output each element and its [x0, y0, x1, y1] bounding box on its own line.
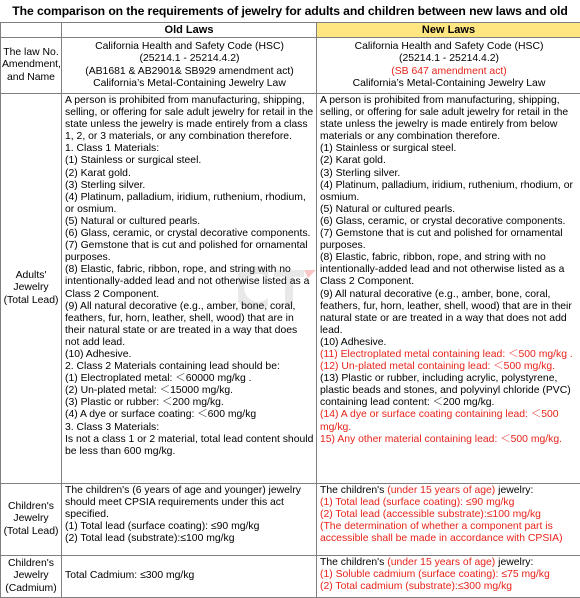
text-line: (1) Total lead (surface coating): ≤90 mg/kg — [320, 497, 578, 509]
text-line: (2) Karat gold. — [320, 155, 578, 167]
text-line: (9) All natural decorative (e.g., amber, bone, coral, feathers, fur, horn, leather, shell, wood) that are in their natural state or are treated in a way that does not add lead. — [65, 301, 314, 349]
text-line: (2) Total lead (accessible substrate):≤100 mg/kg — [320, 509, 578, 521]
text-line: (1) Stainless or surgical steel. — [320, 143, 578, 155]
text-segment: The children's — [320, 557, 387, 568]
text-line: (12) Un-plated metal containing lead: ＜500 mg/kg. — [320, 361, 578, 373]
header-corner — [1, 23, 62, 38]
cell-adult-old — [62, 94, 317, 484]
text-line: (2) Karat gold. — [65, 168, 314, 180]
text-line: (2) Total cadmium (substrate):≤300 mg/kg — [320, 581, 578, 593]
text-line: (The determination of whether a component part is accessible shall be made in accordance with CPSIA) — [320, 521, 578, 545]
text-line: (11) Electroplated metal containing lead: ＜500 mg/kg . — [320, 349, 578, 361]
header-new-laws: New Laws — [317, 23, 580, 38]
text-segment: The children's — [320, 485, 387, 496]
text-line: (14) A dye or surface coating containing lead: ＜500 mg/kg. — [320, 409, 578, 433]
row-label-law: The law No. Amendment, and Name — [1, 38, 62, 94]
text-line: (3) Plastic or rubber: ＜200 mg/kg. — [65, 397, 314, 409]
text-line: (9) All natural decorative (e.g., amber, bone, coral, feathers, fur, horn, leather, shell, wood) that are in their natural state or are treated in a way that does not add lead. — [320, 289, 578, 337]
text-line: (6) Glass, ceramic, or crystal decorative components. — [320, 216, 578, 228]
text-segment: jewelry: — [495, 557, 533, 568]
row-child-lead — [1, 484, 580, 556]
text-line: (8) Elastic, fabric, ribbon, rope, and string with no intentionally-added lead and not otherwise listed as a Class 2 Component. — [65, 264, 314, 300]
text-line: (6) Glass, ceramic, or crystal decorative components. — [65, 228, 314, 240]
text-line: (4) Platinum, palladium, iridium, ruthenium, rhodium, or osmium. — [320, 180, 578, 204]
cell-child-cadmium-new — [317, 556, 580, 598]
text-line: A person is prohibited from manufacturing, shipping, selling, or offering for sale adult jewelry for retail in the state unless the jewelry is made entirely from below materials or any combination therefore. — [320, 95, 578, 143]
text-line: (8) Elastic, fabric, ribbon, rope, and string with no intentionally-added lead and not otherwise listed as a Class 2 Component. — [320, 252, 578, 288]
text-line: (1) Stainless or surgical steel. — [65, 155, 314, 167]
text-line: 15) Any other material containing lead: ＜500 mg/kg. — [320, 434, 578, 446]
text-line: (7) Gemstone that is cut and polished for ornamental purposes. — [65, 240, 314, 264]
text-line: (AB1681 & AB2901& SB929 amendment act) — [65, 66, 314, 78]
cell-child-lead-old — [62, 484, 317, 556]
cell-law-old — [62, 38, 317, 94]
text-line: (10) Adhesive. — [65, 349, 314, 361]
text-line: California Health and Safety Code (HSC) — [320, 41, 578, 53]
text-line: (SB 647 amendment act) — [320, 66, 578, 78]
text-line: (5) Natural or cultured pearls. — [320, 204, 578, 216]
text-line: (4) A dye or surface coating: ＜600 mg/kg — [65, 409, 314, 421]
text-segment: (under 15 years of age) — [387, 485, 495, 496]
text-line: 2. Class 2 Materials containing lead should be: — [65, 361, 314, 373]
text-line: 1. Class 1 Materials: — [65, 143, 314, 155]
text-line: (4) Platinum, palladium, iridium, ruthenium, rhodium, or osmium. — [65, 192, 314, 216]
header-old-laws: Old Laws — [62, 23, 317, 38]
text-line: (1) Soluble cadmium (surface coating): ≤75 mg/kg — [320, 569, 578, 581]
text-line: (13) Plastic or rubber, including acrylic, polystyrene, plastic beads and stones, and polyvinyl chloride (PVC) containing lead content: ＜200 mg/kg. — [320, 373, 578, 409]
text-line — [320, 557, 578, 569]
text-line: California Health and Safety Code (HSC) — [65, 41, 314, 53]
text-line: (1) Total lead (surface coating): ≤90 mg/kg — [65, 521, 314, 533]
text-line: (10) Adhesive. — [320, 337, 578, 349]
cell-child-cadmium-old — [62, 556, 317, 598]
row-child-cadmium — [1, 556, 580, 598]
row-label-child-cadmium: Children's Jewelry (Cadmium) — [1, 556, 62, 598]
header-row — [1, 23, 580, 38]
comparison-table — [0, 22, 580, 598]
text-line: (25214.1 - 25214.4.2) — [320, 53, 578, 65]
row-law — [1, 38, 580, 94]
text-line: Total Cadmium: ≤300 mg/kg — [65, 570, 314, 582]
row-label-child-lead: Children's Jewelry (Total Lead) — [1, 484, 62, 556]
text-line: (3) Sterling silver. — [320, 168, 578, 180]
text-line: Is not a class 1 or 2 material, total lead content should be less than 600 mg/kg. — [65, 434, 314, 458]
page-title: The comparison on the requirements of jewelry for adults and children between new laws and old — [0, 0, 580, 22]
text-line: (5) Natural or cultured pearls. — [65, 216, 314, 228]
cell-adult-new — [317, 94, 580, 484]
text-line: The children's (6 years of age and younger) jewelry should meet CPSIA requirements under this act specified. — [65, 485, 314, 521]
text-line: (2) Un-plated metal: ＜15000 mg/kg. — [65, 385, 314, 397]
text-line: (2) Total lead (substrate):≤100 mg/kg — [65, 533, 314, 545]
text-line: (25214.1 - 25214.4.2) — [65, 53, 314, 65]
text-line: California’s Metal-Containing Jewelry Law — [65, 78, 314, 90]
row-adult — [1, 94, 580, 484]
text-line: 3. Class 3 Materials: — [65, 422, 314, 434]
text-line: California’s Metal-Containing Jewelry Law — [320, 78, 578, 90]
text-line: (1) Electroplated metal: ＜60000 mg/kg . — [65, 373, 314, 385]
text-segment: (under 15 years of age) — [387, 557, 495, 568]
row-label-adult: Adults' Jewelry (Total Lead) — [1, 94, 62, 484]
cell-law-new — [317, 38, 580, 94]
text-line: (3) Sterling silver. — [65, 180, 314, 192]
text-line — [320, 485, 578, 497]
text-line: A person is prohibited from manufacturing, shipping, selling, or offering for sale adult jewelry for retail in the state unless the jewelry is made entirely from a class 1, 2, or 3 materials, or any combination therefore. — [65, 95, 314, 143]
cell-child-lead-new — [317, 484, 580, 556]
text-line: (7) Gemstone that is cut and polished for ornamental purposes. — [320, 228, 578, 252]
text-segment: jewelry: — [495, 485, 533, 496]
